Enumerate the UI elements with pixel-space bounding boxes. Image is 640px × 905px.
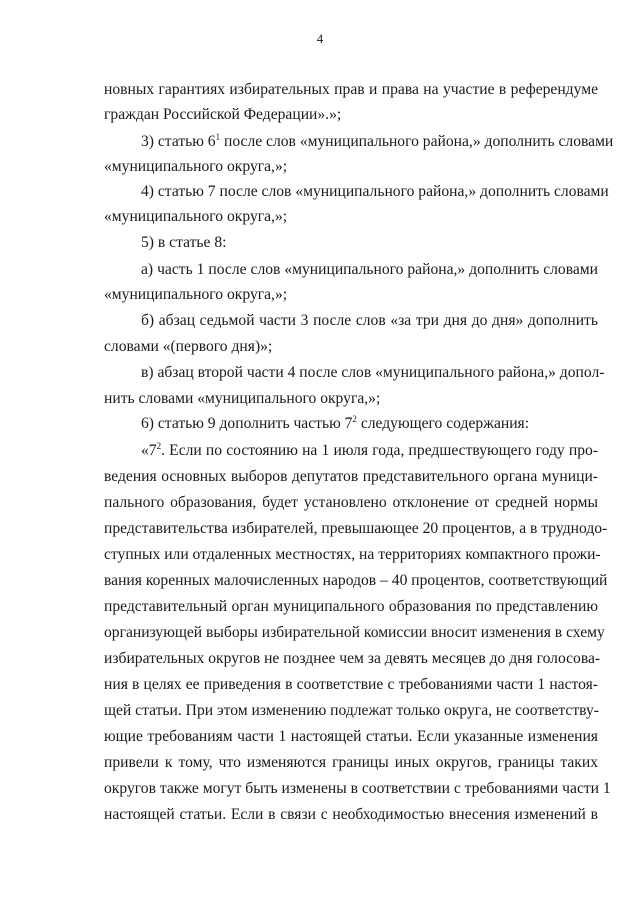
paragraph-line: пального образования, будет установлено отклонение от средней нормы — [104, 494, 598, 511]
paragraph-line: ющие требованиям части 1 настоящей статьи. Если указанные изменения — [104, 728, 598, 745]
line-text: 3) статью 6 — [141, 133, 216, 150]
paragraph-line: б) абзац седьмой части 3 после слов «за три дня до дня» дополнить — [141, 312, 598, 329]
paragraph-line: представительный орган муниципального образования по представлению — [104, 598, 598, 615]
superscript: 2 — [352, 414, 357, 424]
paragraph-line — [141, 414, 598, 434]
paragraph-line: в) абзац второй части 4 после слов «муниципального района,» допол- — [141, 364, 605, 381]
paragraph-line: «муниципального округа,»; — [104, 286, 288, 303]
line-text: . Если по состоянию на 1 июля года, предшествующего году про- — [161, 442, 598, 459]
superscript: 1 — [215, 132, 221, 142]
paragraph-line: «муниципального округа,»; — [104, 208, 288, 225]
paragraph-line: щей статьи. При этом изменению подлежат только округа, не соответству- — [104, 702, 599, 719]
line-text: следующего содержания: — [356, 415, 530, 432]
paragraph-line: ния в целях ее приведения в соответствие с требованиями части 1 настоя- — [104, 676, 598, 693]
paragraph-line: 4) статью 7 после слов «муниципального района,» дополнить словами — [141, 183, 609, 200]
paragraph-line: избирательных округов не позднее чем за девять месяцев до дня голосова- — [104, 650, 601, 667]
paragraph-line — [141, 441, 598, 461]
paragraph-line: словами «(первого дня)»; — [104, 338, 273, 355]
paragraph-line — [141, 132, 614, 152]
paragraph-line: вания коренных малочисленных народов – 40 процентов, соответствующий — [104, 572, 608, 589]
paragraph-line: привели к тому, что изменяются границы иных округов, границы таких — [104, 754, 598, 771]
page-number: 4 — [316, 31, 324, 46]
paragraph-line: округов также могут быть изменены в соответствии с требованиями части 1 — [104, 780, 611, 797]
paragraph-line: граждан Российской Федерации».»; — [104, 106, 342, 123]
paragraph-line: нить словами «муниципального округа,»; — [104, 390, 381, 407]
paragraph-line: представительства избирателей, превышающее 20 процентов, а в труднодо- — [104, 520, 608, 537]
paragraph-line: новных гарантиях избирательных прав и права на участие в референдуме — [104, 81, 598, 98]
paragraph-line: настоящей статьи. Если в связи с необходимостью внесения изменений в — [104, 806, 598, 823]
line-text: после слов «муниципального района,» дополнить словами — [220, 133, 614, 150]
paragraph-line: 5) в статье 8: — [141, 234, 227, 251]
paragraph-line: ступных или отдаленных местностях, на территориях компактного прожи- — [104, 546, 601, 563]
superscript: 2 — [156, 441, 162, 451]
paragraph-line: а) часть 1 после слов «муниципального района,» дополнить словами — [141, 261, 598, 278]
paragraph-line: «муниципального округа,»; — [104, 158, 288, 175]
line-text: 6) статью 9 дополнить частью 7 — [141, 415, 353, 432]
line-text: «7 — [141, 442, 157, 459]
paragraph-line: ведения основных выборов депутатов представительного органа муници- — [104, 468, 598, 485]
paragraph-line: организующей выборы избирательной комиссии вносит изменения в схему — [104, 624, 605, 641]
